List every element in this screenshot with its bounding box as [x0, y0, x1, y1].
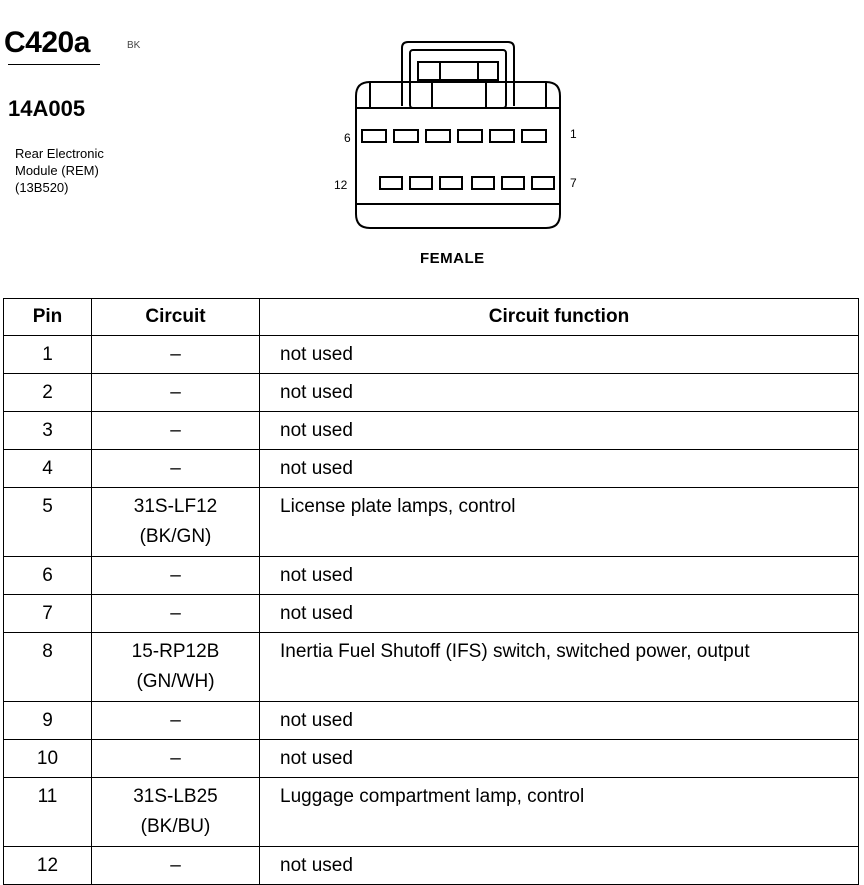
circuit-function: not used — [260, 450, 859, 488]
pin-number: 1 — [4, 336, 92, 374]
pinout-table — [3, 298, 859, 885]
pin-number: 6 — [4, 557, 92, 595]
circuit-cell — [92, 557, 260, 595]
circuit-line: – — [170, 565, 181, 586]
table-row — [4, 412, 859, 450]
description-line: Rear Electronic — [15, 146, 104, 161]
circuit-cell — [92, 633, 260, 702]
circuit-cell — [92, 595, 260, 633]
pin-number: 11 — [4, 778, 92, 847]
circuit-function: not used — [260, 847, 859, 885]
table-row — [4, 450, 859, 488]
circuit-cell — [92, 702, 260, 740]
description-line: Module (REM) — [15, 163, 99, 178]
connector-color: BK — [127, 40, 141, 51]
circuit-line: 31S-LB25 — [133, 786, 218, 807]
circuit-line: – — [170, 344, 181, 365]
circuit-function: not used — [260, 557, 859, 595]
cavity-label-12: 12 — [334, 178, 348, 192]
table-row — [4, 374, 859, 412]
table-row — [4, 847, 859, 885]
circuit-function: not used — [260, 374, 859, 412]
circuit-line: – — [170, 420, 181, 441]
connector-face-diagram — [320, 36, 600, 236]
cavity-label-7: 7 — [570, 176, 577, 190]
header-function: Circuit function — [260, 299, 859, 336]
circuit-cell — [92, 336, 260, 374]
circuit-function: not used — [260, 595, 859, 633]
circuit-line: – — [170, 710, 181, 731]
table-row — [4, 336, 859, 374]
circuit-line: (GN/WH) — [136, 671, 215, 692]
cavity-label-1: 1 — [570, 127, 577, 141]
table-row — [4, 740, 859, 778]
table-row — [4, 557, 859, 595]
header-circuit: Circuit — [92, 299, 260, 336]
pin-number: 4 — [4, 450, 92, 488]
table-row — [4, 633, 859, 702]
module-description — [15, 145, 104, 196]
connector-gender: FEMALE — [420, 250, 485, 267]
circuit-line: – — [170, 382, 181, 403]
circuit-line: – — [170, 458, 181, 479]
table-row — [4, 488, 859, 557]
circuit-cell — [92, 374, 260, 412]
title-rule — [8, 64, 100, 65]
pin-number: 5 — [4, 488, 92, 557]
circuit-cell — [92, 740, 260, 778]
pin-number: 10 — [4, 740, 92, 778]
circuit-line: (BK/BU) — [140, 816, 211, 837]
cavity-label-6: 6 — [344, 131, 351, 145]
pin-number: 2 — [4, 374, 92, 412]
table-header-row — [4, 299, 859, 336]
table-row — [4, 595, 859, 633]
circuit-cell — [92, 450, 260, 488]
table-row — [4, 702, 859, 740]
pin-number: 12 — [4, 847, 92, 885]
circuit-cell — [92, 778, 260, 847]
header-pin: Pin — [4, 299, 92, 336]
circuit-function: not used — [260, 702, 859, 740]
circuit-line: – — [170, 603, 181, 624]
circuit-function: Luggage compartment lamp, control — [260, 778, 859, 847]
circuit-line: – — [170, 748, 181, 769]
pin-number: 3 — [4, 412, 92, 450]
pin-number: 8 — [4, 633, 92, 702]
connector-id: C420a — [4, 26, 90, 59]
description-line: (13B520) — [15, 180, 69, 195]
circuit-line: 15-RP12B — [131, 641, 220, 662]
pin-number: 9 — [4, 702, 92, 740]
circuit-cell — [92, 412, 260, 450]
part-number: 14A005 — [8, 96, 86, 121]
circuit-cell — [92, 488, 260, 557]
circuit-function: Inertia Fuel Shutoff (IFS) switch, switched power, output — [260, 633, 859, 702]
pin-number: 7 — [4, 595, 92, 633]
circuit-function: not used — [260, 336, 859, 374]
circuit-cell — [92, 847, 260, 885]
circuit-function: not used — [260, 740, 859, 778]
circuit-function: not used — [260, 412, 859, 450]
circuit-line: – — [170, 855, 181, 876]
circuit-line: (BK/GN) — [139, 526, 212, 547]
table-row — [4, 778, 859, 847]
circuit-line: 31S-LF12 — [133, 496, 218, 517]
circuit-function: License plate lamps, control — [260, 488, 859, 557]
